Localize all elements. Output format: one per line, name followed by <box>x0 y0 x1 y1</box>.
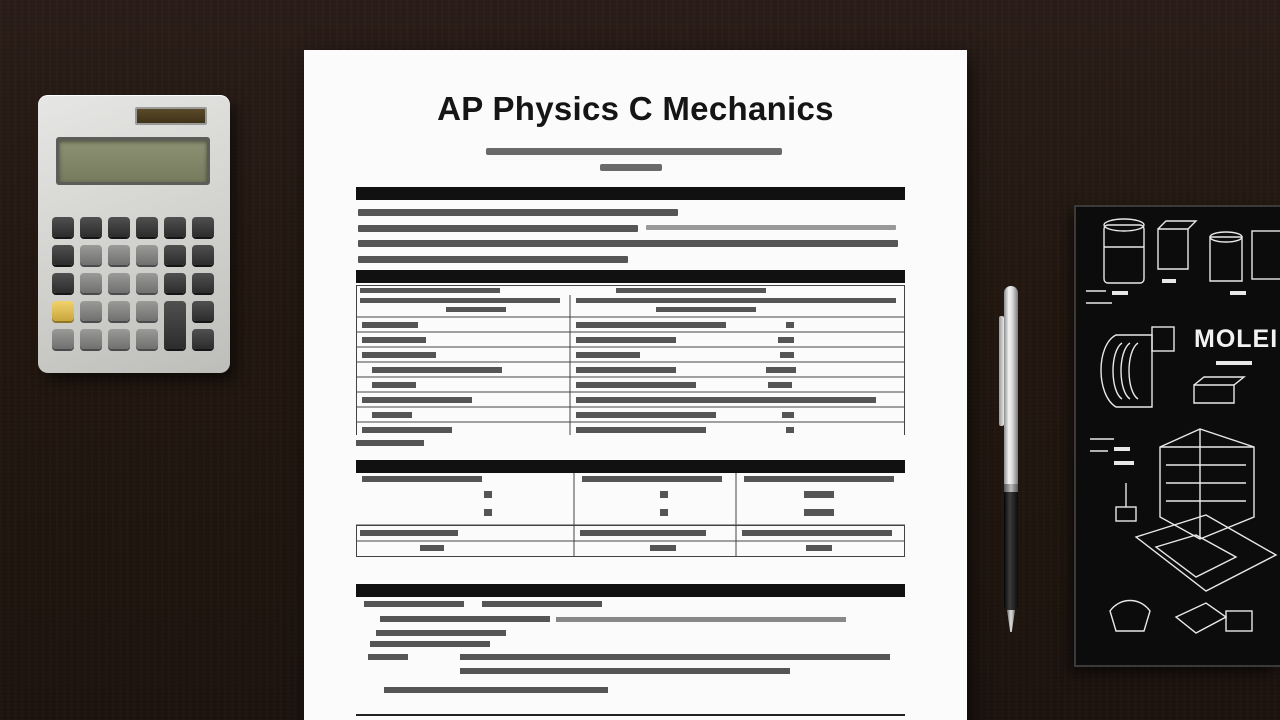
calculator-key <box>80 245 102 265</box>
section-header-bar <box>356 187 905 200</box>
calculator-keypad <box>52 217 222 349</box>
exam-sheet <box>304 50 967 720</box>
calculator-key <box>80 301 102 321</box>
calculator-solar-panel <box>135 107 207 125</box>
calculator-key <box>192 217 214 237</box>
calculator-key <box>108 217 130 237</box>
calculator-key <box>136 245 158 265</box>
section-header-bar <box>356 460 905 473</box>
calculator-key <box>164 245 186 265</box>
calculator-key <box>52 217 74 237</box>
calculator-key <box>108 301 130 321</box>
section-text-illegible <box>356 207 905 265</box>
page-bottom-rule <box>356 714 905 716</box>
calculator-key <box>52 329 74 349</box>
table-footnote-illegible <box>356 438 456 448</box>
book-cover-sketches <box>1076 207 1280 667</box>
calculator-key <box>80 217 102 237</box>
calculator-key-plus <box>164 301 186 349</box>
calculator-key <box>136 301 158 321</box>
calculator-key <box>80 329 102 349</box>
pen-band <box>1004 484 1018 492</box>
document-title: AP Physics C Mechanics <box>437 90 834 127</box>
calculator-key <box>52 245 74 265</box>
data-table <box>356 285 905 435</box>
document-subtitle-illegible <box>304 144 967 178</box>
calculator-key <box>164 273 186 293</box>
pen <box>1001 286 1021 634</box>
section-header-bar <box>356 270 905 283</box>
pen-grip <box>1004 492 1018 610</box>
calculator-key <box>136 217 158 237</box>
calculator-key <box>136 273 158 293</box>
calculator-key <box>192 273 214 293</box>
calculator-key <box>136 329 158 349</box>
calculator-key <box>80 273 102 293</box>
calculator <box>38 95 230 373</box>
section-text-illegible <box>356 599 905 699</box>
calculator-key <box>192 329 214 349</box>
book-cover-title: MOLEI <box>1194 325 1279 353</box>
calculator-key-shift <box>52 301 74 321</box>
calculator-key <box>192 301 214 321</box>
calculator-key <box>192 245 214 265</box>
calculator-key <box>52 273 74 293</box>
comparison-grid <box>356 473 905 558</box>
calculator-key <box>108 245 130 265</box>
calculator-display <box>56 137 210 185</box>
pen-cap <box>1004 286 1018 491</box>
pen-tip <box>1007 610 1015 632</box>
calculator-key <box>164 217 186 237</box>
physics-book <box>1074 205 1280 667</box>
calculator-key <box>108 329 130 349</box>
calculator-key <box>108 273 130 293</box>
section-header-bar <box>356 584 905 597</box>
